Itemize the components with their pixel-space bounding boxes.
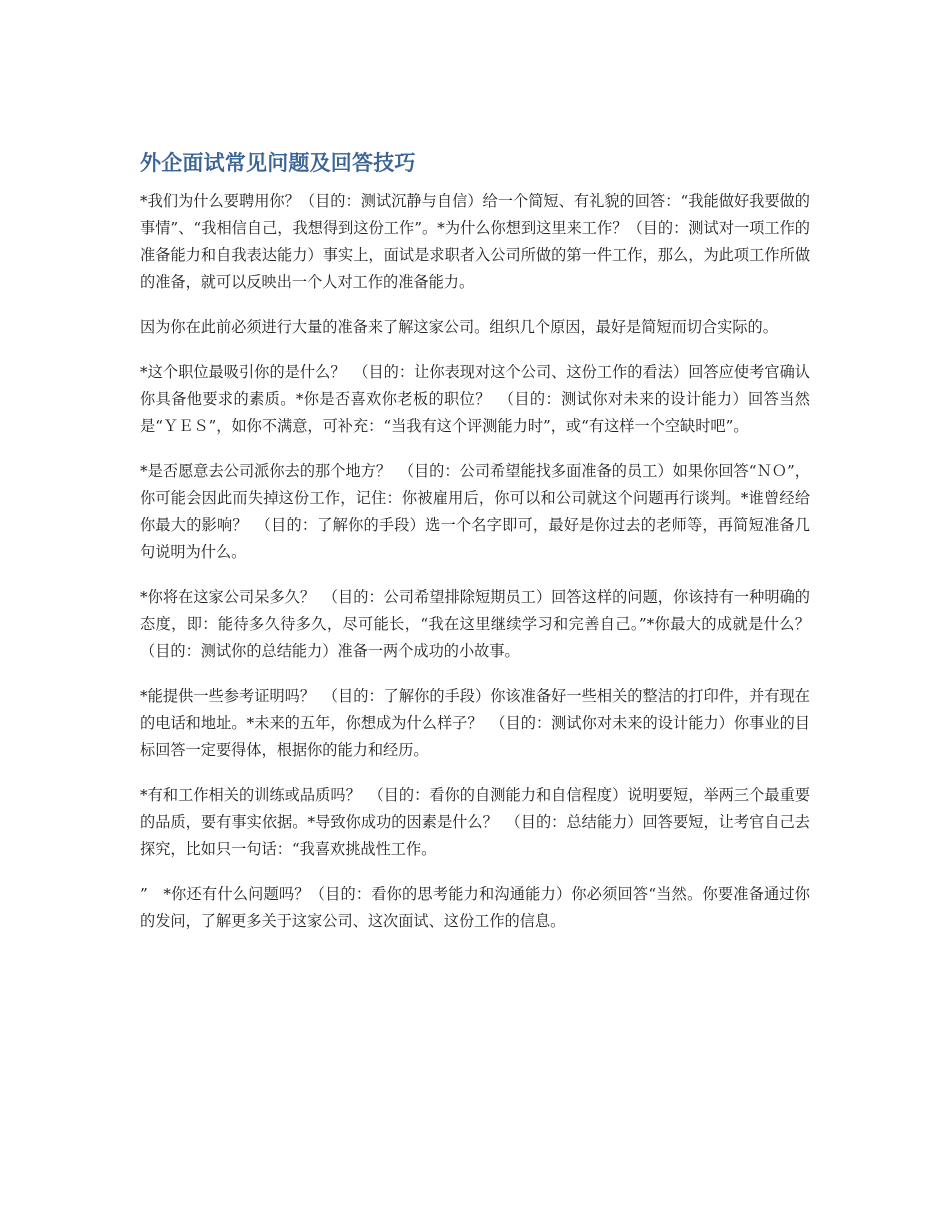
paragraph: *是否愿意去公司派你去的那个地方？ （目的：公司希望能找多面准备的员工）如果你回答“ＮＯ”，你可能会因此而失掉这份工作，记住：你被雇用后，你可以和公司就这个问题再行谈判。*谁曾经给你最大的影响？ （目的：了解你的手段）选一个名字即可，最好是你过去的老师等，再简短准备几句说明为什么。 bbox=[140, 462, 810, 561]
paragraph: *你将在这家公司呆多久？ （目的：公司希望排除短期员工）回答这样的问题，你该持有一种明确的态度，即：能待多久待多久，尽可能长，“我在这里继续学习和完善自己。”*你最大的成就是什么？ （目的：测试你的总结能力）准备一两个成功的小故事。 bbox=[140, 588, 826, 660]
document-title: 外企面试常见问题及回答技巧 bbox=[140, 151, 416, 175]
paragraph: *有和工作相关的训练或品质吗？ （目的：看你的自测能力和自信程度）说明要短，举两三个最重要的品质，要有事实依据。*导致你成功的因素是什么？ （目的：总结能力）回答要短，让考官自己去探究，比如只一句话：“我喜欢挑战性工作。 bbox=[140, 786, 810, 858]
document-page bbox=[140, 148, 826, 953]
paragraph: ” *你还有什么问题吗？（目的：看你的思考能力和沟通能力）你必须回答“当然。你要准备通过你的发问，了解更多关于这家公司、这次面试、这份工作的信息。 bbox=[140, 885, 810, 930]
paragraph: *这个职位最吸引你的是什么？ （目的：让你表现对这个公司、这份工作的看法）回答应使考官确认你具备他要求的素质。*你是否喜欢你老板的职位？ （目的：测试你对未来的设计能力）回答当然是“ＹＥＳ”，如你不满意，可补充：“当我有这个评测能力时”，或“有这样一个空缺时吧”。 bbox=[140, 363, 810, 435]
paragraph: 因为你在此前必须进行大量的准备来了解这家公司。组织几个原因，最好是简短而切合实际的。 bbox=[140, 318, 778, 336]
paragraph: *我们为什么要聘用你？（目的：测试沉静与自信）给一个简短、有礼貌的回答：“我能做好我要做的事情”、“我相信自己，我想得到这份工作”。*为什么你想到这里来工作？（目的：测试对一项工作的准备能力和自我表达能力）事实上，面试是求职者入公司所做的第一件工作，那么，为此项工作所做的准备，就可以反映出一个人对工作的准备能力。 bbox=[140, 192, 810, 291]
paragraph: *能提供一些参考证明吗？ （目的：了解你的手段）你该准备好一些相关的整洁的打印件，并有现在的电话和地址。*未来的五年，你想成为什么样子？ （目的：测试你对未来的设计能力）你事业的目标回答一定要得体，根据你的能力和经历。 bbox=[140, 687, 810, 759]
